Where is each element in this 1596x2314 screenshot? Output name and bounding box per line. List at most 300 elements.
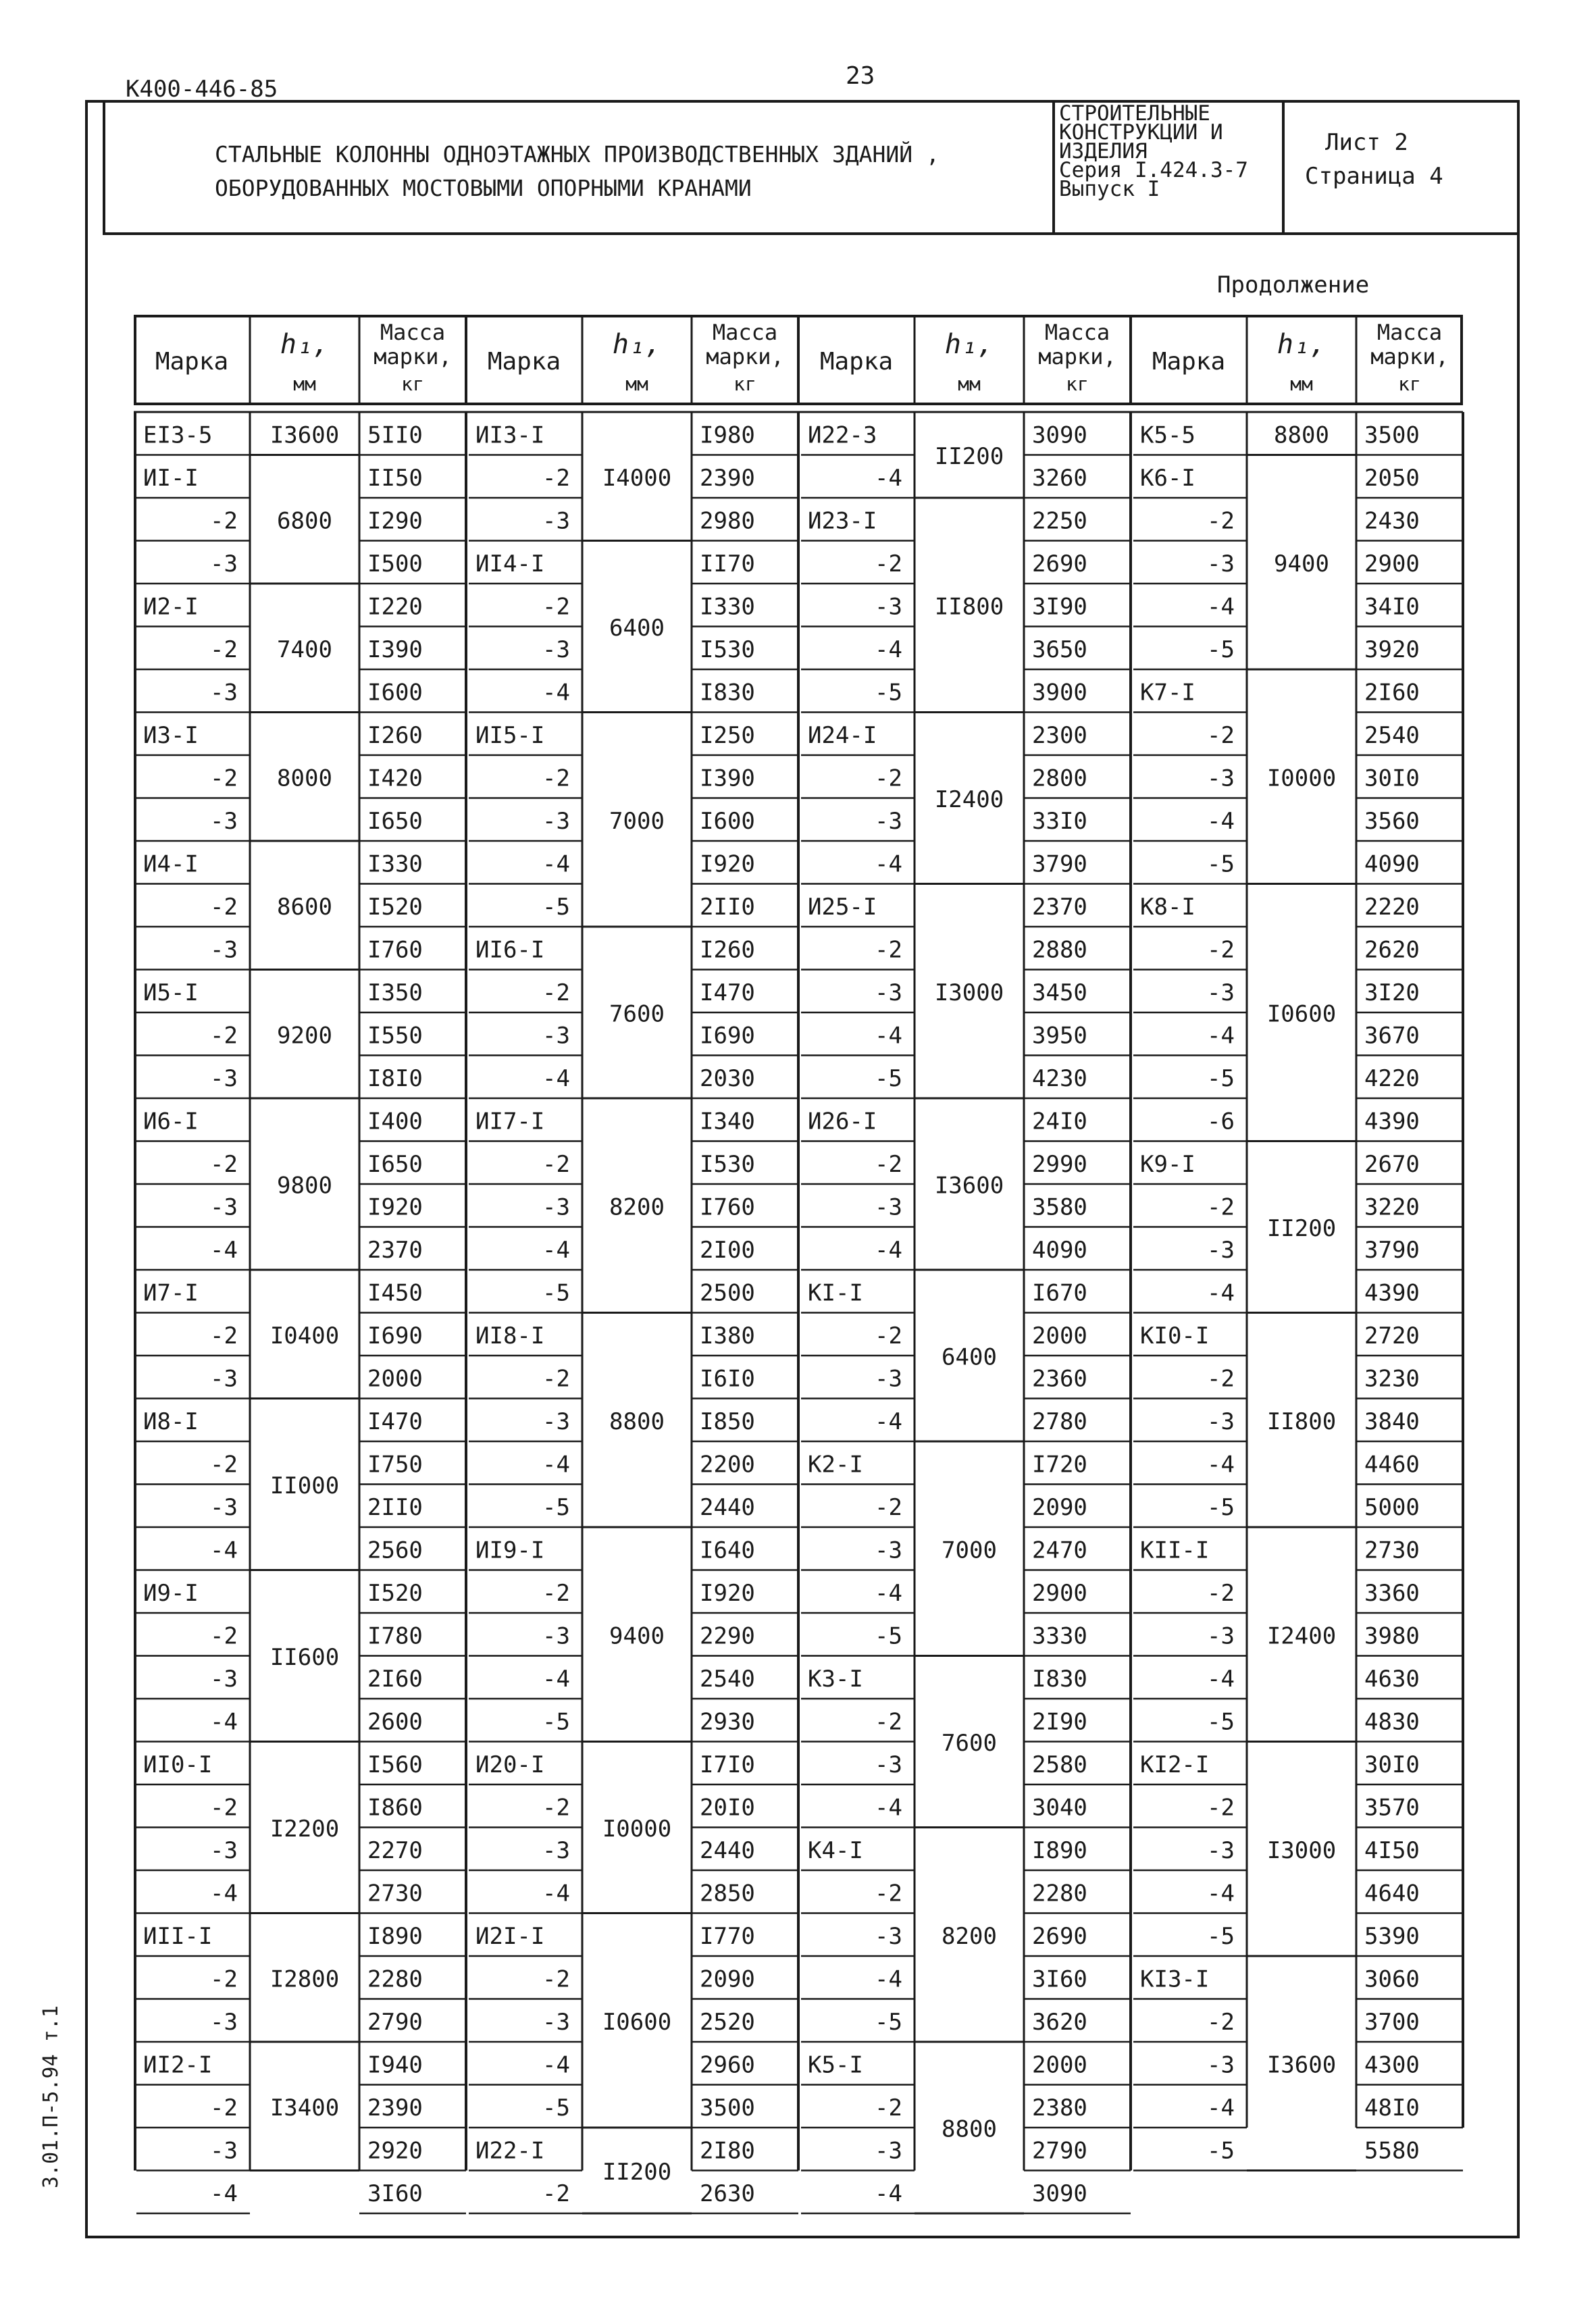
mark-cell: -3 xyxy=(1207,979,1235,1006)
mass-cell: 4830 xyxy=(1364,1708,1420,1736)
mass-cell: 34I0 xyxy=(1364,593,1420,621)
mark-cell: -3 xyxy=(875,807,902,835)
mass-cell: I860 xyxy=(367,1794,423,1822)
mark-cell: И22-I xyxy=(475,2137,545,2165)
mark-cell: -3 xyxy=(542,636,570,663)
mark-cell: -5 xyxy=(875,679,902,706)
mass-cell: I390 xyxy=(700,765,755,792)
mass-cell: 4090 xyxy=(1364,850,1420,878)
mass-cell: 3040 xyxy=(1032,1794,1087,1822)
mark-cell: -4 xyxy=(210,2180,238,2207)
series-cell xyxy=(1055,100,1285,232)
mark-cell: -2 xyxy=(542,765,570,792)
mark-cell: -4 xyxy=(875,2180,902,2207)
series-line-1: СТРОИТЕЛЬНЫЕ xyxy=(1059,101,1210,126)
mass-cell: 3I60 xyxy=(367,2180,423,2207)
mass-cell: 2900 xyxy=(1032,1579,1087,1607)
mass-cell: I980 xyxy=(700,421,755,449)
mass-cell: I220 xyxy=(367,593,423,621)
mark-cell: КI-I xyxy=(808,1279,863,1307)
mass-cell: 4630 xyxy=(1364,1665,1420,1693)
height-cell: 6400 xyxy=(609,615,665,642)
mark-cell: -4 xyxy=(542,1665,570,1693)
mark-cell: -3 xyxy=(875,2137,902,2165)
mark-cell: -4 xyxy=(875,1236,902,1264)
document-code: К400-446-85 xyxy=(126,76,278,103)
mark-cell: ИI-I xyxy=(143,464,199,492)
mass-cell: I470 xyxy=(367,1408,423,1435)
title-line-2: ОБОРУДОВАННЫХ МОСТОВЫМИ ОПОРНЫМИ КРАНАМИ xyxy=(215,175,752,201)
mark-cell: -5 xyxy=(542,1493,570,1521)
height-cell: I0000 xyxy=(602,1816,672,1843)
mass-cell: 2280 xyxy=(367,1965,423,1993)
height-cell: 9400 xyxy=(1274,550,1329,577)
mark-cell: -2 xyxy=(875,1880,902,1907)
height-cell: II000 xyxy=(269,1472,340,1499)
mass-cell: I690 xyxy=(700,1022,755,1050)
mark-cell: -3 xyxy=(210,1193,238,1221)
height-cell: 7600 xyxy=(609,1000,665,1028)
mass-cell: I940 xyxy=(367,2051,423,2079)
mark-cell: К9-I xyxy=(1140,1150,1195,1178)
height-cell: I0400 xyxy=(269,1322,340,1349)
height-cell: II600 xyxy=(269,1644,340,1671)
mark-cell: -4 xyxy=(542,1451,570,1479)
mass-cell: 2050 xyxy=(1364,464,1420,492)
mass-cell: I600 xyxy=(367,679,423,706)
mark-cell: -2 xyxy=(542,593,570,621)
mass-cell: 3230 xyxy=(1364,1365,1420,1393)
mass-cell: 2540 xyxy=(1364,721,1420,749)
col-header-height: h₁, xyxy=(1277,329,1327,360)
mass-cell: I830 xyxy=(1032,1665,1087,1693)
mass-cell: 2000 xyxy=(1032,2051,1087,2079)
mark-cell: -4 xyxy=(875,850,902,878)
mass-cell: 3220 xyxy=(1364,1193,1420,1221)
mass-cell: I330 xyxy=(367,850,423,878)
mass-cell: II70 xyxy=(700,550,755,577)
mass-cell: 2990 xyxy=(1032,1150,1087,1178)
mark-cell: ИI3-I xyxy=(475,421,545,449)
mark-cell: -2 xyxy=(210,1622,238,1650)
mass-cell: I760 xyxy=(700,1193,755,1221)
mark-cell: -5 xyxy=(1207,850,1235,878)
col-header-mass-unit: кг xyxy=(1398,373,1421,395)
mass-cell: 2I90 xyxy=(1032,1708,1087,1736)
mass-cell: I530 xyxy=(700,1150,755,1178)
mark-cell: И26-I xyxy=(808,1108,877,1135)
mass-cell: 48I0 xyxy=(1364,2094,1420,2122)
mass-cell: I780 xyxy=(367,1622,423,1650)
mark-cell: -5 xyxy=(1207,1922,1235,1950)
mass-cell: I470 xyxy=(700,979,755,1006)
mass-cell: I890 xyxy=(367,1922,423,1950)
mass-cell: 2630 xyxy=(700,2180,755,2207)
col-header-mass-unit: кг xyxy=(1066,373,1089,395)
mark-cell: -2 xyxy=(210,765,238,792)
mark-cell: -2 xyxy=(875,1493,902,1521)
mass-cell: I690 xyxy=(367,1322,423,1349)
mark-cell: -3 xyxy=(542,2008,570,2036)
mass-cell: 30I0 xyxy=(1364,765,1420,792)
mass-cell: 2580 xyxy=(1032,1751,1087,1778)
mark-cell: -5 xyxy=(1207,2137,1235,2165)
mark-cell: -5 xyxy=(542,1708,570,1736)
mark-cell: К6-I xyxy=(1140,464,1195,492)
mark-cell: -2 xyxy=(542,1150,570,1178)
mark-cell: -3 xyxy=(542,1622,570,1650)
height-cell: 8200 xyxy=(942,1922,997,1950)
mark-cell: -2 xyxy=(875,1150,902,1178)
mass-cell: I8I0 xyxy=(367,1064,423,1092)
height-cell: 7000 xyxy=(609,807,665,835)
mass-cell: 30I0 xyxy=(1364,1751,1420,1778)
mark-cell: -2 xyxy=(875,936,902,964)
mark-cell: -3 xyxy=(875,1365,902,1393)
height-cell: I3600 xyxy=(934,1172,1004,1200)
mass-cell: 3090 xyxy=(1032,421,1087,449)
mass-cell: 5II0 xyxy=(367,421,423,449)
height-cell: I3600 xyxy=(269,421,340,449)
mass-cell: I920 xyxy=(700,850,755,878)
mass-cell: 4390 xyxy=(1364,1108,1420,1135)
mass-cell: 2920 xyxy=(367,2137,423,2165)
mass-cell: 2880 xyxy=(1032,936,1087,964)
mass-cell: I920 xyxy=(700,1579,755,1607)
mark-cell: -4 xyxy=(542,1064,570,1092)
mark-cell: К4-I xyxy=(808,1836,863,1864)
mark-cell: -2 xyxy=(542,1794,570,1822)
height-cell: 8800 xyxy=(942,2115,997,2143)
mass-cell: 2730 xyxy=(1364,1537,1420,1564)
mass-cell: 2090 xyxy=(700,1965,755,1993)
mass-cell: I560 xyxy=(367,1751,423,1778)
mass-cell: 2440 xyxy=(700,1836,755,1864)
height-cell: 6800 xyxy=(277,507,332,535)
height-cell: II200 xyxy=(602,2159,672,2186)
mark-cell: ИI4-I xyxy=(475,550,545,577)
mass-cell: I750 xyxy=(367,1451,423,1479)
mark-cell: И24-I xyxy=(808,721,877,749)
mark-cell: -4 xyxy=(875,636,902,663)
mass-cell: 3060 xyxy=(1364,1965,1420,1993)
mass-cell: 2520 xyxy=(700,2008,755,2036)
mark-cell: -2 xyxy=(1207,936,1235,964)
mark-cell: -4 xyxy=(210,1537,238,1564)
mass-cell: 2290 xyxy=(700,1622,755,1650)
mass-cell: 2II0 xyxy=(367,1493,423,1521)
mark-cell: -4 xyxy=(875,1579,902,1607)
mass-cell: I920 xyxy=(367,1193,423,1221)
height-cell: I2400 xyxy=(1266,1622,1337,1650)
mark-cell: -5 xyxy=(542,1279,570,1307)
mark-cell: -2 xyxy=(1207,1193,1235,1221)
mass-cell: I340 xyxy=(700,1108,755,1135)
col-header-mass: Масса xyxy=(380,319,446,345)
mark-cell: К5-I xyxy=(808,2051,863,2079)
mark-cell: -2 xyxy=(542,464,570,492)
col-header-mark: Марка xyxy=(819,348,894,376)
mass-cell: 3650 xyxy=(1032,636,1087,663)
mark-cell: -2 xyxy=(875,1322,902,1349)
mass-cell: 4460 xyxy=(1364,1451,1420,1479)
height-cell: 8000 xyxy=(277,765,332,792)
mass-cell: 3580 xyxy=(1032,1193,1087,1221)
mass-cell: 2I60 xyxy=(1364,679,1420,706)
col-header-mark: Марка xyxy=(487,348,561,376)
mass-cell: I350 xyxy=(367,979,423,1006)
mark-cell: -3 xyxy=(210,679,238,706)
mass-cell: I390 xyxy=(367,636,423,663)
mass-cell: 3570 xyxy=(1364,1794,1420,1822)
height-cell: 7400 xyxy=(277,636,332,663)
mark-cell: -5 xyxy=(875,1064,902,1092)
mass-cell: 2790 xyxy=(1032,2137,1087,2165)
mass-cell: I420 xyxy=(367,765,423,792)
mass-cell: 2730 xyxy=(367,1880,423,1907)
mass-cell: 4220 xyxy=(1364,1064,1420,1092)
mass-cell: 3560 xyxy=(1364,807,1420,835)
mass-cell: 2720 xyxy=(1364,1322,1420,1349)
mark-cell: -4 xyxy=(1207,1451,1235,1479)
mark-cell: -4 xyxy=(542,679,570,706)
height-cell: 7000 xyxy=(942,1537,997,1564)
continuation-label: Продолжение xyxy=(1217,272,1370,299)
col-header-height-unit: мм xyxy=(1290,373,1313,395)
mass-cell: I550 xyxy=(367,1022,423,1050)
mass-cell: 2440 xyxy=(700,1493,755,1521)
mark-cell: -2 xyxy=(210,507,238,535)
mark-cell: И2I-I xyxy=(475,1922,545,1950)
mass-cell: 3360 xyxy=(1364,1579,1420,1607)
mark-cell: -3 xyxy=(875,1193,902,1221)
mark-cell: -4 xyxy=(1207,1665,1235,1693)
mark-cell: -2 xyxy=(542,1365,570,1393)
mass-cell: 3090 xyxy=(1032,2180,1087,2207)
mark-cell: -4 xyxy=(542,1880,570,1907)
height-cell: 9400 xyxy=(609,1622,665,1650)
mass-cell: I400 xyxy=(367,1108,423,1135)
mark-cell: И2-I xyxy=(143,593,199,621)
mass-cell: 4300 xyxy=(1364,2051,1420,2079)
col-header-mass-unit: кг xyxy=(401,373,424,395)
mass-cell: 4090 xyxy=(1032,1236,1087,1264)
mark-cell: -5 xyxy=(1207,1708,1235,1736)
col-header-height-unit: мм xyxy=(625,373,648,395)
mark-cell: -2 xyxy=(210,893,238,921)
height-cell: 8200 xyxy=(609,1193,665,1221)
mark-cell: -2 xyxy=(210,1451,238,1479)
mass-table xyxy=(134,315,1482,2232)
height-cell: I3000 xyxy=(1266,1836,1337,1864)
mark-cell: -3 xyxy=(542,1408,570,1435)
mass-cell: 2430 xyxy=(1364,507,1420,535)
mass-cell: 2930 xyxy=(700,1708,755,1736)
mark-cell: И22-3 xyxy=(808,421,877,449)
height-cell: 8800 xyxy=(609,1408,665,1435)
mark-cell: -3 xyxy=(1207,1236,1235,1264)
mass-cell: I6I0 xyxy=(700,1365,755,1393)
title-cell xyxy=(105,100,1055,232)
mass-cell: I530 xyxy=(700,636,755,663)
mark-cell: -2 xyxy=(210,1150,238,1178)
mass-cell: 2790 xyxy=(367,2008,423,2036)
mark-cell: -4 xyxy=(1207,1022,1235,1050)
mass-cell: 2670 xyxy=(1364,1150,1420,1178)
mass-cell: I520 xyxy=(367,893,423,921)
col-header-height-unit: мм xyxy=(958,373,981,395)
title-block xyxy=(103,100,1520,235)
mark-cell: -5 xyxy=(1207,1064,1235,1092)
mark-cell: -2 xyxy=(875,2094,902,2122)
mark-cell: -5 xyxy=(875,1622,902,1650)
mark-cell: -3 xyxy=(210,1836,238,1864)
mark-cell: -5 xyxy=(542,2094,570,2122)
mass-cell: 3620 xyxy=(1032,2008,1087,2036)
mark-cell: -3 xyxy=(1207,1836,1235,1864)
mark-cell: -3 xyxy=(875,1537,902,1564)
mass-cell: 2I00 xyxy=(700,1236,755,1264)
mark-cell: -6 xyxy=(1207,1108,1235,1135)
mass-cell: 2390 xyxy=(367,2094,423,2122)
mass-cell: 3330 xyxy=(1032,1622,1087,1650)
mark-cell: К3-I xyxy=(808,1665,863,1693)
mark-cell: -3 xyxy=(542,1836,570,1864)
height-cell: I3400 xyxy=(269,2094,340,2122)
mass-cell: 3I90 xyxy=(1032,593,1087,621)
height-cell: II200 xyxy=(934,443,1004,470)
mass-cell: I720 xyxy=(1032,1451,1087,1479)
mass-cell: 3500 xyxy=(1364,421,1420,449)
mark-cell: -4 xyxy=(875,1794,902,1822)
mass-cell: 2500 xyxy=(700,1279,755,1307)
height-cell: I3600 xyxy=(1266,2051,1337,2079)
mark-cell: -4 xyxy=(1207,1880,1235,1907)
mass-cell: I760 xyxy=(367,936,423,964)
mark-cell: ИI6-I xyxy=(475,936,545,964)
mass-cell: I520 xyxy=(367,1579,423,1607)
mass-cell: 2250 xyxy=(1032,507,1087,535)
mass-cell: 2030 xyxy=(700,1064,755,1092)
mass-cell: 2300 xyxy=(1032,721,1087,749)
mass-cell: 3500 xyxy=(700,2094,755,2122)
mark-cell: И20-I xyxy=(475,1751,545,1778)
page-number: 23 xyxy=(846,62,875,90)
mark-cell: -3 xyxy=(210,550,238,577)
height-cell: II800 xyxy=(1266,1408,1337,1435)
mass-cell: I500 xyxy=(367,550,423,577)
mark-cell: -2 xyxy=(1207,507,1235,535)
height-cell: 6400 xyxy=(942,1343,997,1371)
mass-cell: 3900 xyxy=(1032,679,1087,706)
col-header-height-unit: мм xyxy=(293,373,316,395)
col-header-height: h₁, xyxy=(612,329,662,360)
mass-cell: 2780 xyxy=(1032,1408,1087,1435)
mark-cell: К8-I xyxy=(1140,893,1195,921)
mark-cell: И5-I xyxy=(143,979,199,1006)
mark-cell: КI3-I xyxy=(1140,1965,1210,1993)
mass-cell: 2000 xyxy=(1032,1322,1087,1349)
mark-cell: КI2-I xyxy=(1140,1751,1210,1778)
col-header-mass: Масса xyxy=(1376,319,1443,345)
mass-cell: 2I60 xyxy=(367,1665,423,1693)
mark-cell: -3 xyxy=(1207,2051,1235,2079)
mass-cell: I650 xyxy=(367,807,423,835)
page-label: Страница 4 xyxy=(1305,163,1443,190)
mass-cell: 2200 xyxy=(700,1451,755,1479)
mark-cell: ИI0-I xyxy=(143,1751,213,1778)
mark-cell: -2 xyxy=(210,2094,238,2122)
mark-cell: -4 xyxy=(210,1708,238,1736)
col-header-mass-unit: кг xyxy=(733,373,756,395)
mark-cell: К2-I xyxy=(808,1451,863,1479)
mass-cell: 5580 xyxy=(1364,2137,1420,2165)
mass-cell: 4230 xyxy=(1032,1064,1087,1092)
mass-cell: 2370 xyxy=(367,1236,423,1264)
mark-cell: -5 xyxy=(542,893,570,921)
mass-cell: I450 xyxy=(367,1279,423,1307)
mark-cell: -3 xyxy=(210,2008,238,2036)
mark-cell: -3 xyxy=(542,1022,570,1050)
mark-cell: И7-I xyxy=(143,1279,199,1307)
mass-cell: 3260 xyxy=(1032,464,1087,492)
mark-cell: -4 xyxy=(875,464,902,492)
mark-cell: -3 xyxy=(210,936,238,964)
height-cell: 9200 xyxy=(277,1022,332,1050)
mass-cell: 2690 xyxy=(1032,550,1087,577)
height-cell: I0600 xyxy=(602,2008,672,2036)
mass-cell: 2370 xyxy=(1032,893,1087,921)
mass-cell: 20I0 xyxy=(700,1794,755,1822)
mark-cell: -2 xyxy=(1207,1365,1235,1393)
mark-cell: -3 xyxy=(875,593,902,621)
mass-cell: 2900 xyxy=(1364,550,1420,577)
mass-cell: I850 xyxy=(700,1408,755,1435)
mark-cell: -2 xyxy=(1207,1579,1235,1607)
mass-cell: 3450 xyxy=(1032,979,1087,1006)
mark-cell: -3 xyxy=(542,807,570,835)
mark-cell: К7-I xyxy=(1140,679,1195,706)
sheet-cell xyxy=(1285,100,1520,232)
height-cell: 8600 xyxy=(277,893,332,921)
col-header-mark: Марка xyxy=(155,348,229,376)
mass-cell: 2620 xyxy=(1364,936,1420,964)
mark-cell: -3 xyxy=(210,1064,238,1092)
mass-cell: I650 xyxy=(367,1150,423,1178)
mass-cell: 3670 xyxy=(1364,1022,1420,1050)
col-header-mass: Масса xyxy=(712,319,778,345)
mark-cell: ИI7-I xyxy=(475,1108,545,1135)
mass-cell: 4390 xyxy=(1364,1279,1420,1307)
mark-cell: -2 xyxy=(542,979,570,1006)
mark-cell: -4 xyxy=(1207,2094,1235,2122)
mass-cell: 2I80 xyxy=(700,2137,755,2165)
series-line-2: КОНСТРУКЦИИ И xyxy=(1059,120,1223,145)
mark-cell: ИI9-I xyxy=(475,1537,545,1564)
mark-cell: -2 xyxy=(210,1965,238,1993)
mark-cell: -4 xyxy=(1207,807,1235,835)
mass-cell: 2690 xyxy=(1032,1922,1087,1950)
col-header-mark: Марка xyxy=(1152,348,1226,376)
mark-cell: -2 xyxy=(210,1322,238,1349)
mark-cell: -5 xyxy=(875,2008,902,2036)
mass-cell: 3700 xyxy=(1364,2008,1420,2036)
mark-cell: И4-I xyxy=(143,850,199,878)
mass-cell: I600 xyxy=(700,807,755,835)
mark-cell: -2 xyxy=(542,1965,570,1993)
mark-cell: -5 xyxy=(1207,1493,1235,1521)
mark-cell: -4 xyxy=(1207,1279,1235,1307)
